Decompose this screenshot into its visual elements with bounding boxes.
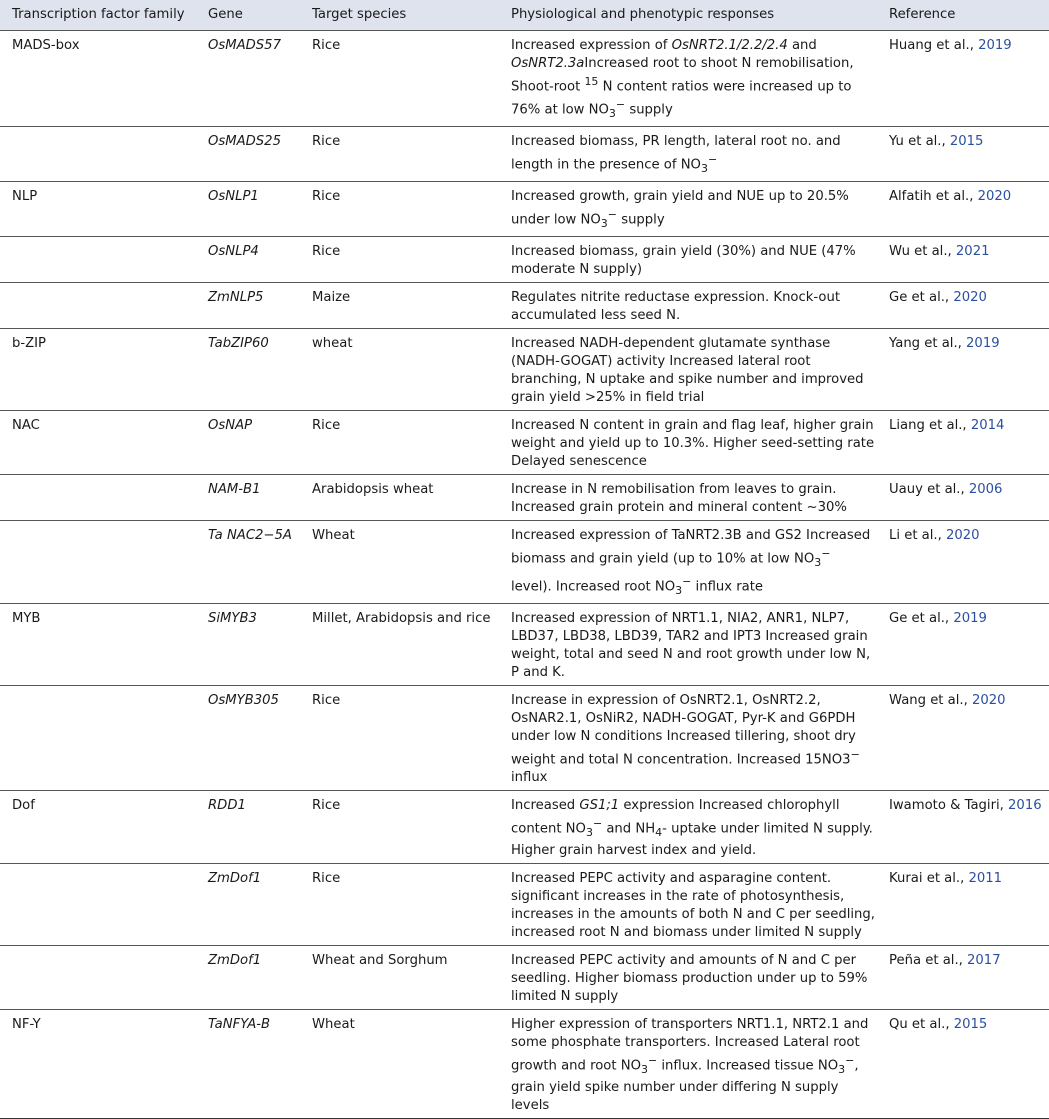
cell-species: wheat [302,329,501,411]
cell-gene: ZmDof1 [198,863,302,945]
cell-reference [879,127,1049,182]
table-row [0,31,1049,127]
reference-author: Huang et al., [889,38,979,53]
cell-response: Increased expression of NRT1.1, NIA2, ANR1, NLP7, LBD37, LBD38, LBD39, TAR2 and IPT3 Increased grain weight, total and seed N and root growth under low N, P and K. [501,603,879,685]
cell-family [0,475,198,521]
cell-gene: SiMYB3 [198,603,302,685]
cell-family [0,521,198,603]
cell-species: Rice [302,31,501,127]
cell-response: Increased expression of TaNRT2.3B and GS2 Increased biomass and grain yield (up to 10% at low $NO_3^-$ level). Increased root $NO_3^-$ influx rate [501,521,879,603]
cell-species: Wheat [302,521,501,603]
table-row [0,475,1049,521]
reference-author: Yang et al., [889,336,967,352]
cell-response: Increased N content in grain and flag leaf, higher grain weight and yield up to 10.3%. Higher seed-setting rate Delayed senescence [501,411,879,475]
cell-gene: OsMADS57 [198,31,302,127]
cell-gene: Ta NAC2−5A [198,521,302,603]
cell-family: NF-Y [0,1009,198,1118]
cell-species: Wheat [302,1009,501,1118]
cell-species: Rice [302,863,501,945]
cell-species: Millet, Arabidopsis and rice [302,603,501,685]
reference-author: Yu et al., [889,134,950,150]
reference-year-link[interactable]: 2020 [972,692,1006,708]
reference-year-link[interactable]: 2011 [968,870,1003,886]
table-row [0,521,1049,603]
reference-author: Iwamoto & Tagiri, [889,797,1009,813]
cell-family: MADS-box [0,31,198,127]
cell-response: Increased PEPC activity and asparagine content. significant increases in the rate of photosynthesis, increases in the amounts of both N and C per seedling, increased root N and biomass under limited N supply [501,863,879,945]
cell-reference [879,182,1049,237]
cell-response: Increase in N remobilisation from leaves to grain. Increased grain protein and mineral content ~30% [501,475,879,521]
cell-species: Rice [302,685,501,790]
cell-reference [879,329,1049,411]
cell-family [0,283,198,329]
cell-gene: OsNLP4 [198,237,302,283]
table-row [0,283,1049,329]
cell-species: Maize [302,283,501,329]
cell-response: Increased GS1;1 expression Increased chlorophyll content $NO_3^-$ and $NH_4-$ uptake under limited N supply. Higher grain harvest index and yield. [501,790,879,863]
cell-gene: OsNLP1 [198,182,302,237]
reference-year-link[interactable]: 2016 [1008,797,1042,813]
reference-author: Uauy et al., [889,482,969,498]
cell-gene: RDD1 [198,790,302,863]
cell-reference [879,521,1049,603]
cell-gene: OsMYB305 [198,685,302,790]
table-body [0,31,1049,1119]
reference-year-link[interactable]: 2019 [953,610,987,626]
reference-year-link[interactable]: 2019 [978,38,1012,53]
reference-year-link[interactable]: 2006 [968,482,1003,498]
reference-author: Liang et al., [889,418,971,434]
reference-author: Qu et al., [889,1016,954,1032]
reference-year-link[interactable]: 2020 [946,528,980,544]
cell-reference [879,603,1049,685]
header-species: Target species [302,0,501,31]
reference-author: Wang et al., [889,692,972,708]
cell-gene: OsMADS25 [198,127,302,182]
cell-family: b-ZIP [0,329,198,411]
reference-year-link[interactable]: 2015 [949,134,984,150]
table-row [0,603,1049,685]
reference-year-link[interactable]: 2020 [977,189,1012,205]
cell-family: MYB [0,603,198,685]
reference-author: Ge et al., [889,290,954,306]
reference-author: Kurai et al., [889,870,969,886]
cell-species: Wheat and Sorghum [302,945,501,1009]
cell-family: NAC [0,411,198,475]
cell-family: NLP [0,182,198,237]
cell-species: Rice [302,127,501,182]
cell-response: Increased NADH-dependent glutamate synthase (NADH-GOGAT) activity Increased lateral root branching, N uptake and spike number and improved grain yield >25% in field trial [501,329,879,411]
table-row [0,127,1049,182]
header-family: Transcription factor family [0,0,198,31]
cell-gene: ZmNLP5 [198,283,302,329]
table-row [0,411,1049,475]
reference-author: Alfatih et al., [889,189,978,205]
cell-reference [879,863,1049,945]
table-row [0,863,1049,945]
cell-response: Increased growth, grain yield and NUE up to 20.5% under low $NO_3^-$ supply [501,182,879,237]
header-reference: Reference [879,0,1049,31]
table-row [0,945,1049,1009]
table-row [0,329,1049,411]
cell-family [0,945,198,1009]
table-header-row [0,0,1049,31]
cell-gene: TabZIP60 [198,329,302,411]
cell-reference [879,237,1049,283]
cell-family [0,127,198,182]
cell-response: Increase in expression of OsNRT2.1, OsNRT2.2, OsNAR2.1, OsNiR2, NADH-GOGAT, Pyr-K and G6PDH under low N conditions Increased tillering, shoot dry weight and total N concentration. Increased 15NO3− influx [501,685,879,790]
reference-author: Wu et al., [889,244,956,260]
cell-response: Increased expression of OsNRT2.1/2.2/2.4 and OsNRT2.3aIncreased root to shoot N remobilisation, Shoot-root $^{15}$ N content ratios were increased up to 76% at low $NO_3^-$ supply [501,31,879,127]
reference-author: Li et al., [889,528,946,544]
table-row [0,1009,1049,1118]
table-row [0,685,1049,790]
table-row [0,237,1049,283]
reference-year-link[interactable]: 2015 [953,1016,988,1032]
cell-reference [879,283,1049,329]
cell-response: Increased biomass, grain yield (30%) and NUE (47% moderate N supply) [501,237,879,283]
cell-reference [879,31,1049,127]
cell-reference [879,685,1049,790]
table-row [0,182,1049,237]
cell-species: Rice [302,411,501,475]
cell-gene: ZmDof1 [198,945,302,1009]
cell-species: Arabidopsis wheat [302,475,501,521]
cell-reference [879,945,1049,1009]
cell-gene: OsNAP [198,411,302,475]
reference-year-link[interactable]: 2019 [966,336,1000,352]
cell-family [0,863,198,945]
reference-year-link[interactable]: 2021 [955,244,990,260]
cell-response: Regulates nitrite reductase expression. Knock-out accumulated less seed N. [501,283,879,329]
header-gene: Gene [198,0,302,31]
reference-year-link[interactable]: 2017 [967,952,1001,968]
cell-family [0,685,198,790]
cell-family: Dof [0,790,198,863]
table-row [0,790,1049,863]
cell-gene: NAM-B1 [198,475,302,521]
cell-reference [879,411,1049,475]
cell-reference [879,790,1049,863]
cell-species: Rice [302,182,501,237]
reference-author: Ge et al., [889,610,954,626]
reference-year-link[interactable]: 2014 [970,418,1005,434]
cell-response: Higher expression of transporters NRT1.1, NRT2.1 and some phosphate transporters. Increased Lateral root growth and root $NO_3^-$ influx. Increased tissue $NO_3^-$, grain yield spike number under differing N supply levels [501,1009,879,1118]
cell-reference [879,1009,1049,1118]
cell-response: Increased biomass, PR length, lateral root no. and length in the presence of $NO_3^-$ [501,127,879,182]
reference-year-link[interactable]: 2020 [953,290,987,306]
cell-response: Increased PEPC activity and amounts of N and C per seedling. Higher biomass production under up to 59% limited N supply [501,945,879,1009]
reference-author: Peña et al., [889,952,968,968]
cell-species: Rice [302,790,501,863]
cell-reference [879,475,1049,521]
header-response: Physiological and phenotypic responses [501,0,879,31]
cell-species: Rice [302,237,501,283]
cell-gene: TaNFYA-B [198,1009,302,1118]
cell-family [0,237,198,283]
